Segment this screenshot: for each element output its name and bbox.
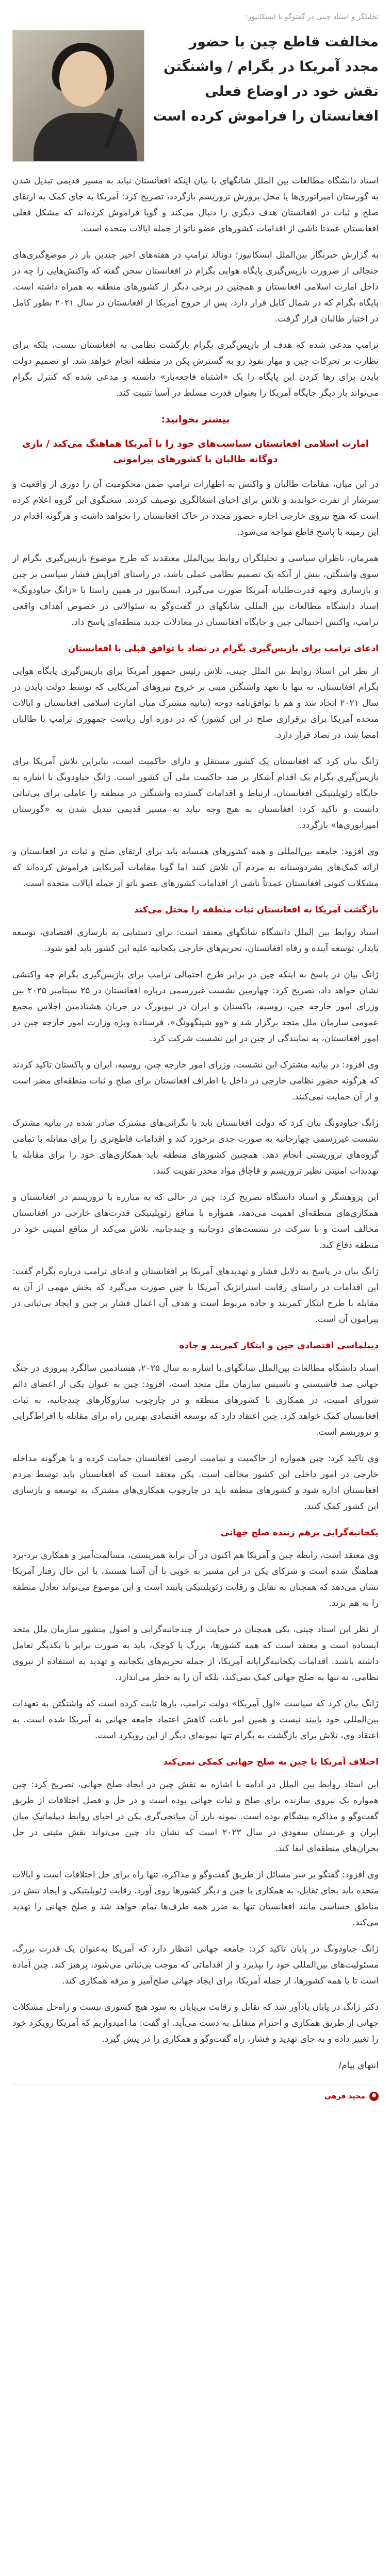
read-more-label: بیشتر بخوانید: — [161, 414, 230, 425]
photo-figure-face — [59, 51, 107, 107]
intro-paragraph: استاد دانشگاه مطالعات بین الملل شانگهای با بیان اینکه افغانستان نباید به مسیر قدیمی تبدیل شدن به گورستان امپراتوری‌ها یا محل پرورش تروریسم بازگردد، تصریح کرد: آمریکا به جای کمک به ارتقای صلح و ثبات در افغانستان هدف دیگری را دنبال می‌کند و گویا فراموش کرده‌اند که مشکل فعلی افغانستان عمدتا ناشی از اقدامات کشورهای عضو ناتو از جمله ایالات متحده است. — [12, 176, 379, 234]
section-paragraph: استاد روابط بین الملل دانشگاه شانگهای معتقد است: برای دستیابی به بازسازی اقتصادی، توسعه پایدار، توسعه آینده و رفاه افغانستان، تحریم‌های خارجی یکجانبه علیه این کشور باید لغو شود. — [12, 927, 379, 954]
section-heading: دیپلماسی اقتصادی چین و ابتکار کمربند و جاده — [179, 1341, 379, 1351]
section-paragraph: ژانگ بیان کرد که افغانستان یک کشور مستقل و دارای حاکمیت است، بنابراین تلاش آمریکا برای بازپس‌گیری بگرام یک اقدام آشکار بر ضد حاکمیت ملی آن کشور است. ژانگ جیاودونگ با اشاره به جایگاه ژئوپلیتیکی افغانستان، ارتباط و اقدامات گسترده واشنگتن در منطقه را عاملی برای بی‌ثباتی دانست و تاکید کرد: افغانستان به هیچ وجه نباید به مسیر قدیمی تبدیل شدن به «گورستان امپراتوری‌ها» بازگردد. — [12, 756, 379, 831]
lead-photo — [12, 30, 144, 162]
context-paragraph: همزمان، ناظران سیاسی و تحلیلگران روابط بین‌الملل معتقدند که طرح موضوع بازپس‌گیری بگرام از سوی واشنگتن، بیش از آنکه یک تصمیم نظامی عملی باشد، در راستای افزایش فشار سیاسی بر چین و بازسازی وجهه قدرت‌طلبانه آمریکا صورت می‌گیرد. ایسکانیوز در همین راستا با «ژانگ جیاودونگ» استاد دانشگاه مطالعات بین المللی شانگهای در گفت‌وگو به سئوالاتی در خصوص اهداف واقعی ترامپ، واکنش احتمالی چین و جایگاه افغانستان در معادلات جدید منطقه‌ای پاسخ داد. — [12, 553, 379, 628]
intro-paragraph: ترامپ مدعی شده که هدف از بازپس‌گیری بگرام بازگشت نظامی به افغانستان نیست، بلکه برای نظارت بر تحرکات چین و مهار نفوذ رو به گسترش پکن در منطقه انجام خواهد شد. او تصمیم دولت بایدن برای رها کردن این پایگاه را یک «اشتباه فاجعه‌بار» دانسته و مدعی شده که کنترل بگرام می‌تواند بار دیگر جایگاه آمریکا را بعنوان قدرت مسلط در آسیا تثبیت کند. — [12, 340, 379, 398]
photo-figure-body — [34, 113, 137, 162]
section-paragraph: ژانگ جیاودونگ بیان کرد که دولت افغانستان باید با نگرانی‌های مشترک صادر شده در بیانیه مشترک نشست غیررسمی چهارجانبه به صورت جدی برخورد کند و اقدامات قاطع‌تری را برای مقابله با تمامی گروه‌های تروریستی انجام دهد. همچنین کشورهای منطقه باید همکاری‌های خود را برای مقابله با تهدیدات امنیتی نظیر تروریسم و قاچاق مواد مخدر تقویت کنند. — [12, 1118, 379, 1176]
section-paragraph: دکتر ژانگ در پایان یادآور شد که تقابل و رقابت بی‌پایان به سود هیچ کشوری نیست و راه‌حل مشکلات جهانی از طریق همکاری و احترام متقابل به دست می‌آید. او گفت: ما امیدواریم که آمریکا رویکرد خود را تغییر داده و به جای تهدید و فشار، راه گفت‌وگو و همکاری را در پیش گیرد. — [12, 2002, 379, 2044]
section-paragraph: از نظر این استاد چینی، یکی همچنان در حمایت از چندجانبه‌گرایی و اصول منشور سازمان ملل متحد ایستاده است و معتقد است که همه کشورها، بزرگ یا کوچک، باید به صورت برابر با یکدیگر تعامل داشته باشند. اقدامات یکجانبه‌گرایانه آمریکا، از جمله تحریم‌های یکجانبه و تهدید به استفاده از نیروی نظامی، نه تنها به صلح جهانی کمک نمی‌کند، بلکه آن را به خطر می‌اندازد. — [12, 1624, 379, 1683]
user-icon — [369, 2092, 379, 2101]
section-paragraph: استاد دانشگاه مطالعات بین‌الملل شانگهای با اشاره به سال ۲۰۲۵، هشتادمین سالگرد پیروزی در جنگ جهانی ضد فاشیستی و تاسیس سازمان ملل متحد است، افزود: چین به عنوان یکی از اعضای دائم شورای امنیت، در همکاری با کشورهای منطقه و در چارچوب سازوکارهای چندجانبه، به ثبات افغانستان کمک خواهد کرد. چین اعتقاد دارد که توسعه اقتصادی بهترین راه برای مقابله با افراط‌گرایی و تروریسم است. — [12, 1363, 379, 1437]
section-paragraph: این پژوهشگر و استاد دانشگاه تصریح کرد: چین در حالی که به مبارزه با تروریسم در افغانستان و همکاری‌های منطقه‌ای اهمیت می‌دهد، همواره با منافع ژئوپلیتیکی قدرت‌های خارجی در افغانستان مخالف است و با شرکت در نشست‌های دوجانبه و چندجانبه، تلاش می‌کند از منافع امنیتی خود در منطقه دفاع کند. — [12, 1192, 379, 1250]
section-paragraph: وی معتقد است، رابطه چین و آمریکا هم اکنون در آن برابه همزیستی، مسالمت‌آمیز و همکاری برد-برد هماهنگ شده است و شرکای پکن در این مسیر به خوبی با آن آشنا هستند، با این حال رفتار آمریکا نشان می‌دهد که همچنان به تقابل و رقابت ژئوپلیتیکی پایبند است و این موضوع می‌تواند تعادل منطقه را به هم بزند. — [12, 1550, 379, 1608]
read-more-link[interactable]: امارت اسلامی افغانستان سیاست‌های خود را با آمریکا هماهنگ می‌کند / بازی دوگانه طالبان با کشورهای پیرامونی — [22, 438, 369, 465]
section-heading: یکجانبه‌گرایی برهم زننده صلح جهانی — [220, 1528, 379, 1538]
section-paragraph: ژانگ بیان در پاسخ به دلایل فشار و تهدیدهای آمریکا بر افغانستان و ادعای ترامپ درباره بگرام گفت: این اقدامات در راستای رقابت استراتژیک آمریکا با چین صورت می‌گیرد که بخش مهمی از آن به مقابله با طرح ابتکار کمربند و جاده مربوط است و هدف آن اعمال فشار بر چین و ایجاد بی‌ثباتی در پیرامون آن است. — [12, 1266, 379, 1325]
section-heading: بازگشت آمریکا به افغانستان ثبات منطقه را مختل می‌کند — [134, 905, 379, 915]
section-heading: اختلاف آمریکا با چین به صلح جهانی کمکی نمی‌کند — [163, 1757, 379, 1767]
headline: مخالفت قاطع چین با حضور مجدد آمریکا در بگرام / واشنگتن نقش خود در اوضاع فعلی افغانستان را فراموش کرده است — [153, 34, 379, 124]
section-paragraph: ژانگ بیان در پاسخ به اینکه چین در برابر طرح احتمالی ترامپ برای بازپس‌گیری بگرام چه واکنشی نشان خواهد داد، تصریح کرد: چهارمین نشست غیررسمی درباره افغانستان در ۲۵ سپتامبر ۲۰۲۵ بین وزرای امور خارجه چین، روسیه، پاکستان و ایران در نیویورک در جریان هشتادمین اجلاس مجمع عمومی سازمان ملل متحد برگزار شد و «وو شینگهونگ»، فرستاده ویژه وزارت امور خارجه چین در امور افغانستان، به نمایندگی از چین در این نشست شرکت کرد. — [12, 970, 379, 1044]
section-paragraph: وی تاکید کرد: چین همواره از حاکمیت و تمامیت ارضی افغانستان حمایت کرده و با هرگونه مداخله خارجی در امور داخلی این کشور مخالف است. پکن معتقد است که افغانستان باید توسط مردم افغانستان اداره شود و کشورهای منطقه باید در چارچوب همکاری‌های مشترک به توسعه و بازسازی این کشور کمک کنند. — [12, 1453, 379, 1512]
section-paragraph: ژانگ جیاودونگ در پایان تاکید کرد: جامعه جهانی انتظار دارد که آمریکا به‌عنوان یک قدرت بزرگ، مسئولیت‌های بین‌المللی خود را بپذیرد و از اقداماتی که موجب بی‌ثباتی می‌شود، پرهیز کند. چین آماده است تا با همه کشورها، از جمله آمریکا، برای ایجاد جهانی صلح‌آمیز و مرفه همکاری کند. — [12, 1944, 379, 1986]
sign-off: انتهای پیام/ — [338, 2060, 379, 2071]
section-paragraph: این استاد روابط بین الملل در ادامه با اشاره به نقش چین در ایجاد صلح جهانی، تصریح کرد: چین همواره یک نیروی سازنده برای صلح و ثبات جهانی بوده است و در حل و فصل اختلافات از طریق گفت‌وگو و مذاکره پیشگام بوده است. نمونه بارز آن میانجی‌گری پکن در احیای روابط دیپلماتیک میان ایران و عربستان سعودی در سال ۲۰۲۳ است که نشان داد چین می‌تواند نقش مثبتی در حل بحران‌های منطقه‌ای ایفا کند. — [12, 1780, 379, 1854]
article-rootitle: تحلیلگر و استاد چینی در گفتوگو با ایسکانیوز: — [245, 13, 379, 21]
section-heading: ادعای ترامپ برای بازپس‌گیری بگرام در تضاد با توافق قبلی با افغانستان — [68, 643, 379, 654]
author-name[interactable]: مجید قرهی — [324, 2092, 365, 2100]
context-paragraph: در این میان، مقامات طالبان و واکنش به اظهارات ترامپ ضمن محکومیت آن را دوری از واقعیت و سرشار از نفرت خواندند و تلاش برای احیای اشغالگری توصیف کردند. سخنگوی این گروه اعلام کرده است که هیچ نیروی خارجی اجازه حضور مجدد در خاک افغانستان را نخواهد داشت و هرگونه اقدام در این زمینه با پاسخ قاطع مواجه می‌شود. — [12, 479, 379, 537]
intro-paragraph: به گزارش خبرنگار بین‌الملل ایسکانیوز؛ دونالد ترامپ در هفته‌های اخیر چندین بار در موضع‌گیری‌های جنجالی از ضرورت بازپس‌گیری پایگاه هوایی بگرام در افغانستان سخن گفته که واکنش‌هایی را چه در داخل امارت اسلامی افغانستان و همچنین در برخی دیگر از کشورهای منطقه به همراه داشته است. پایگاه بگرام که در شمال کابل قرار دارد، پس از خروج آمریکا از افغانستان در سال ۲۰۲۱ بطور کامل در اختیار طالبان قرار گرفت. — [12, 250, 379, 324]
section-paragraph: از نظر این استاد روابط بین الملل چینی، تلاش رئیس جمهور آمریکا برای بازپس‌گیری پایگاه هوایی بگرام افغانستان، نه تنها با تعهد واشنگتن مبنی بر خروج نیروهای آمریکایی که توسط دولت بایدن در سال ۲۰۲۱ اتخاذ شد و هم با توافق‌نامه دوحه (بیانیه مشترک میان امارت اسلامی افغانستان و ایالات متحده آمریکا برای برقراری صلح در این کشور) که در دوره اول ریاست جمهوری ترامپ با طالبان امضا شد، در تضاد قرار دارد. — [12, 666, 379, 740]
section-paragraph: وی افزود: گفتگو بر سر مسائل از طریق گفت‌وگو و مذاکره، تنها راه برای حل اختلافات است و ایالات متحده باید بجای تقابل، به همکاری با چین و دیگر کشورها روی آورد. رقابت ژئوپلیتیکی و ایجاد تنش در مناطق حساسی مانند افغانستان تنها به ضرر همه طرف‌ها تمام خواهد شد و صلح جهانی را تهدید می‌کند. — [12, 1870, 379, 1928]
section-paragraph: وی افزود: جامعه بین‌المللی و همه کشورهای همسایه باید برای ارتقای صلح و ثبات در افغانستان و ارائه کمک‌های بشردوستانه به مردم آن تلاش کنند اما گویا مقامات آمریکایی فراموش کرده‌اند که مشکلات کنونی افغانستان عمدتاً ناشی از اقدامات کشورهای عضو ناتو از جمله ایالات متحده است. — [12, 846, 379, 889]
article-body — [12, 173, 379, 2101]
author-bar — [12, 2084, 379, 2101]
lead-row — [12, 30, 379, 162]
section-paragraph: ژانگ بیان کرد که سیاست «اول آمریکا» دولت ترامپ، بارها ثابت کرده است که واشنگتن به تعهدات بین‌المللی خود پایبند نیست و همین امر باعث کاهش اعتماد جامعه جهانی به آمریکا شده است. به اعتقاد وی، تلاش برای بازگشت به بگرام تنها نمونه‌ای دیگر از این رویکرد است. — [12, 1699, 379, 1741]
section-paragraph: وی افزود: در بیانیه مشترک این نشست، وزرای امور خارجه چین، روسیه، ایران و پاکستان تاکید کردند که هرگونه حضور نظامی خارجی در داخل یا اطراف افغانستان برای صلح و ثبات منطقه‌ای مضر است و از آن حمایت نمی‌کنند. — [12, 1060, 379, 1102]
